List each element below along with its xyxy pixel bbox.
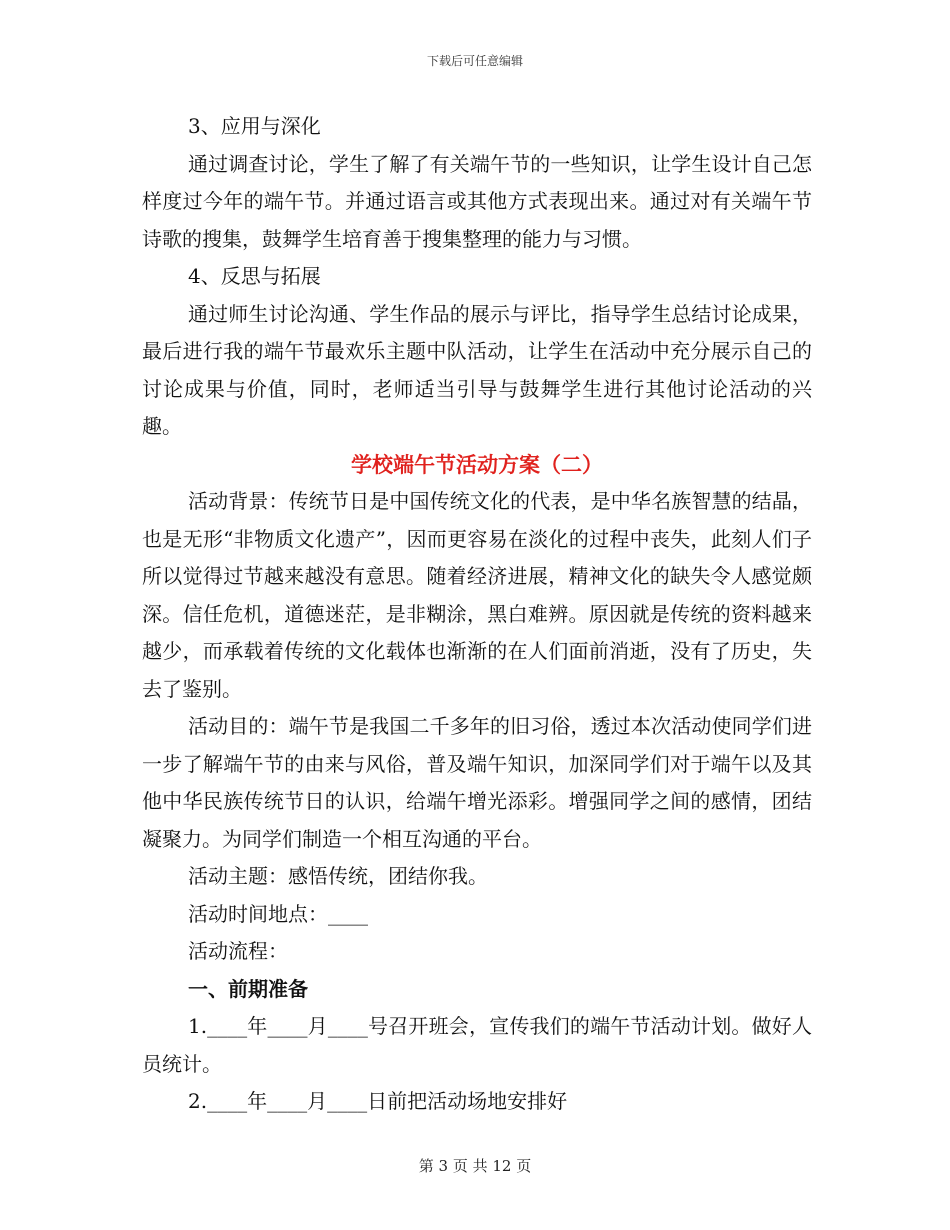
- paragraph-reflection: 通过师生讨论沟通、学生作品的展示与评比，指导学生总结讨论成果，最后进行我的端午节最欢乐主题中队活动，让学生在活动中充分展示自己的讨论成果与价值，同时，老师适当引导与鼓舞学生进行其他讨论活动的兴趣。: [142, 301, 812, 438]
- page-header-note: 下载后可任意编辑: [426, 54, 523, 68]
- paragraph-time-place: 活动时间地点：____: [188, 901, 368, 926]
- paragraph-background: 活动背景：传统节日是中国传统文化的代表，是中华名族智慧的结晶，也是无形“非物质文化遗产”，因而更容易在淡化的过程中丧失，此刻人们子所以觉得过节越来越没有意思。随着经济进展，精神文化的缺失令人感觉颇深。信任危机，道德迷茫，是非糊涂，黑白难辨。原因就是传统的资料越来越少，而承载着传统的文化载体也渐渐的在人们面前消逝，没有了历史，失去了鉴别。: [142, 489, 812, 701]
- paragraph-purpose: 活动目的：端午节是我国二千多年的旧习俗，透过本次活动使同学们进一步了解端午节的由来与风俗，普及端午知识，加深同学们对于端午以及其他中华民族传统节日的认识，给端午增光添彩。增强同学之间的感情，团结凝聚力。为同学们制造一个相互沟通的平台。: [142, 714, 812, 851]
- section-heading-preparation: 一、前期准备: [188, 976, 308, 1001]
- document-body: [142, 108, 812, 1121]
- list-item-1: 1.____年____月____号召开班会，宣传我们的端午节活动计划。做好人员统计。: [142, 1014, 812, 1076]
- section-heading-application: 3、应用与深化: [188, 114, 321, 138]
- paragraph-process: 活动流程：: [188, 939, 288, 963]
- paragraph-application: 通过调查讨论，学生了解了有关端午节的一些知识，让学生设计自己怎样度过今年的端午节。并通过语言或其他方式表现出来。通过对有关端午节诗歌的搜集，鼓舞学生培育善于搜集整理的能力与习惯。: [142, 151, 812, 251]
- plan-title: 学校端午节活动方案（二）: [351, 451, 603, 477]
- paragraph-theme: 活动主题：感悟传统，团结你我。: [188, 864, 488, 888]
- page-number: 第 3 页 共 12 页: [418, 1157, 532, 1175]
- section-heading-reflection: 4、反思与拓展: [188, 264, 321, 288]
- list-item-2: 2.____年____月____日前把活动场地安排好: [188, 1089, 568, 1113]
